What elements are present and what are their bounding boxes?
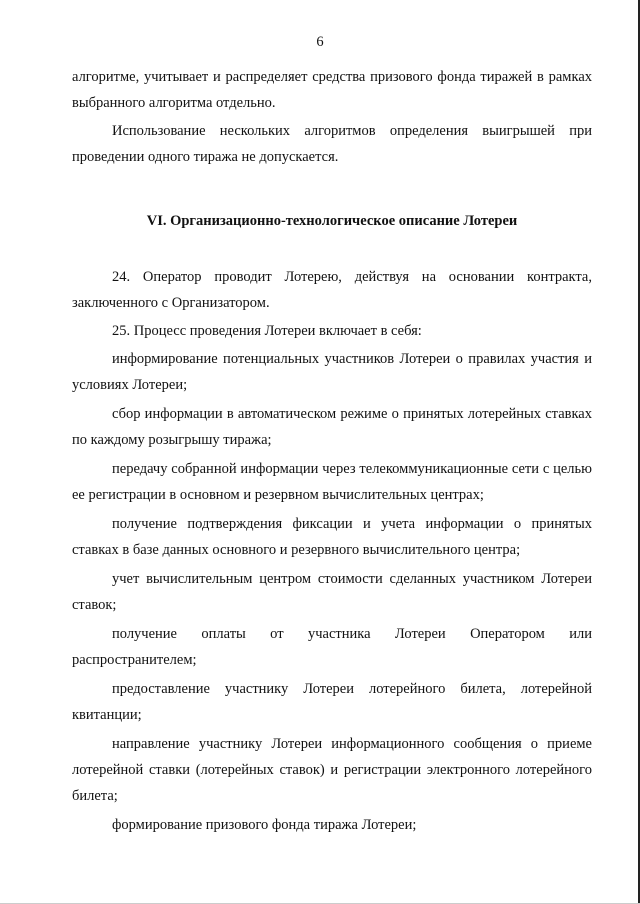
list-item: получение подтверждения фиксации и учета информации о принятых ставках в базе данных основного и резервного вычислительного центра; bbox=[72, 516, 592, 558]
list-item: передачу собранной информации через телекоммуникационные сети с целью ее регистрации в основном и резервном вычислительных центрах; bbox=[72, 461, 592, 503]
list-item: формирование призового фонда тиража Лотереи; bbox=[112, 817, 417, 833]
clause-25: 25. Процесс проведения Лотереи включает в себя: bbox=[112, 323, 422, 339]
list-item: сбор информации в автоматическом режиме о принятых лотерейных ставках по каждому розыгрышу тиража; bbox=[72, 406, 592, 448]
list-item: предоставление участнику Лотереи лотерейного билета, лотерейной квитанции; bbox=[72, 681, 592, 723]
list-item: получение оплаты от участника Лотереи Оператором или распространителем; bbox=[72, 626, 592, 668]
page-number: 6 bbox=[316, 34, 324, 50]
paragraph-algorithms: Использование нескольких алгоритмов определения выигрышей при проведении одного тиража не допускается. bbox=[72, 123, 592, 165]
list-item: информирование потенциальных участников Лотереи о правилах участия и условиях Лотереи; bbox=[72, 351, 592, 393]
section-title: VI. Организационно-технологическое описание Лотереи bbox=[146, 213, 518, 229]
paragraph-continuation: алгоритме, учитывает и распределяет средства призового фонда тиражей в рамках выбранного алгоритма отдельно. bbox=[72, 69, 592, 111]
list-item: направление участнику Лотереи информационного сообщения о приеме лотерейной ставки (лотерейных ставок) и регистрации электронного лотерейного билета; bbox=[72, 736, 592, 804]
document-body bbox=[72, 64, 592, 838]
list-item: учет вычислительным центром стоимости сделанных участником Лотереи ставок; bbox=[72, 571, 592, 613]
clause-24: 24. Оператор проводит Лотерею, действуя на основании контракта, заключенного с Организатором. bbox=[72, 269, 592, 311]
